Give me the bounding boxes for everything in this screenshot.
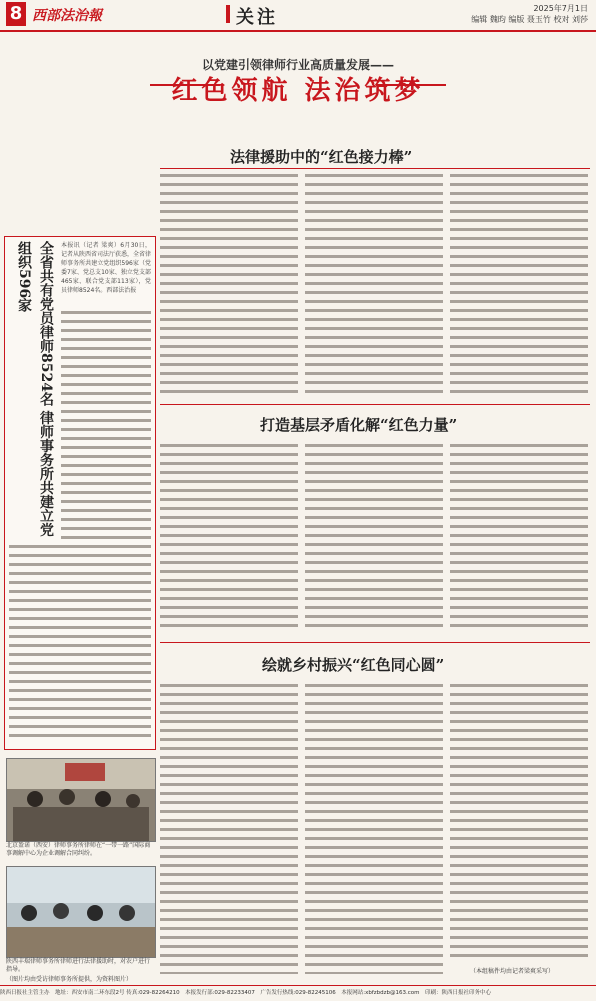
page-footer: 陕西日报社主管主办 地址：西安市南二环东段2号 传真:029-82264210 本报发行部:029-82233407 广告发行热线:029-82245106 本报网站:xbfzbdzb@163.com 印刷：陕西日报社印务中心: [0, 985, 596, 1001]
issue-info: [471, 3, 588, 25]
sidebar-body-top: [61, 311, 151, 539]
sidebar-body-bottom: [9, 545, 151, 743]
article-1-rule: [160, 168, 590, 169]
sidebar-title: 全省共有党员律师8524名 律师事务所共建立党组织596家: [16, 241, 54, 537]
issue-date: 2025年7月1日: [533, 4, 588, 13]
photo-mediation-image: [7, 759, 155, 841]
article-2-col-2: [305, 444, 443, 632]
article-1-col-2: [305, 174, 443, 396]
brand-logo: 西部法治報: [32, 8, 102, 24]
article-2-title: 打造基层矛盾化解“红色力量”: [260, 416, 458, 434]
article-3-col-3: [450, 684, 588, 962]
article-2-rule-top: [160, 404, 590, 405]
headline-kicker: 以党建引领律师行业高质量发展——: [201, 58, 394, 72]
article-2-col-1: [160, 444, 298, 632]
photo-legal-aid: [6, 866, 156, 958]
editor-credits: 编辑 魏昀 编版 聂玉竹 校对 刘莎: [471, 15, 588, 24]
article-3-rule-top: [160, 642, 590, 643]
photo-mediation: [6, 758, 156, 842]
masthead: [0, 0, 596, 32]
section-marker: [226, 5, 230, 23]
sidebar-news: [4, 236, 156, 750]
article-1-title: 法律援助中的“红色接力棒”: [230, 148, 413, 166]
photo-legal-aid-image: [7, 867, 155, 957]
article-3-col-1: [160, 684, 298, 974]
sidebar-intro: 本报讯（记者 梁爽）6月30日，记者从陕西省司法厅获悉，全省律师事务所共建立党组织596家（党委7家、党总支10家、独立党支部465家、联合党支部113家），党员律师8524名。西部法治报: [61, 242, 151, 294]
article-3-title: 绘就乡村振兴“红色同心圆”: [262, 656, 445, 674]
photo-legal-aid-caption: 陕西丰瑞律师事务所律师进行法律援助时，对农户进行指导。: [6, 958, 151, 973]
photo-credit: （图片均由受访律师事务所提供，为资料图片）: [6, 976, 133, 983]
reporter-note: （本组稿件均由记者梁爽采写）: [470, 968, 555, 975]
article-1-col-3: [450, 174, 588, 396]
section-title: 关注: [236, 7, 278, 28]
page-number: 8: [6, 2, 26, 26]
main-headline: 红色领航 法治筑梦: [171, 76, 425, 106]
article-3-col-2: [305, 684, 443, 974]
article-1-col-1: [160, 174, 298, 396]
article-2-col-3: [450, 444, 588, 632]
photo-mediation-caption: 北京盈诺（西安）律师事务所律师在“一带一路”国际商事调解中心为企业调解合同纠纷。: [6, 842, 151, 857]
